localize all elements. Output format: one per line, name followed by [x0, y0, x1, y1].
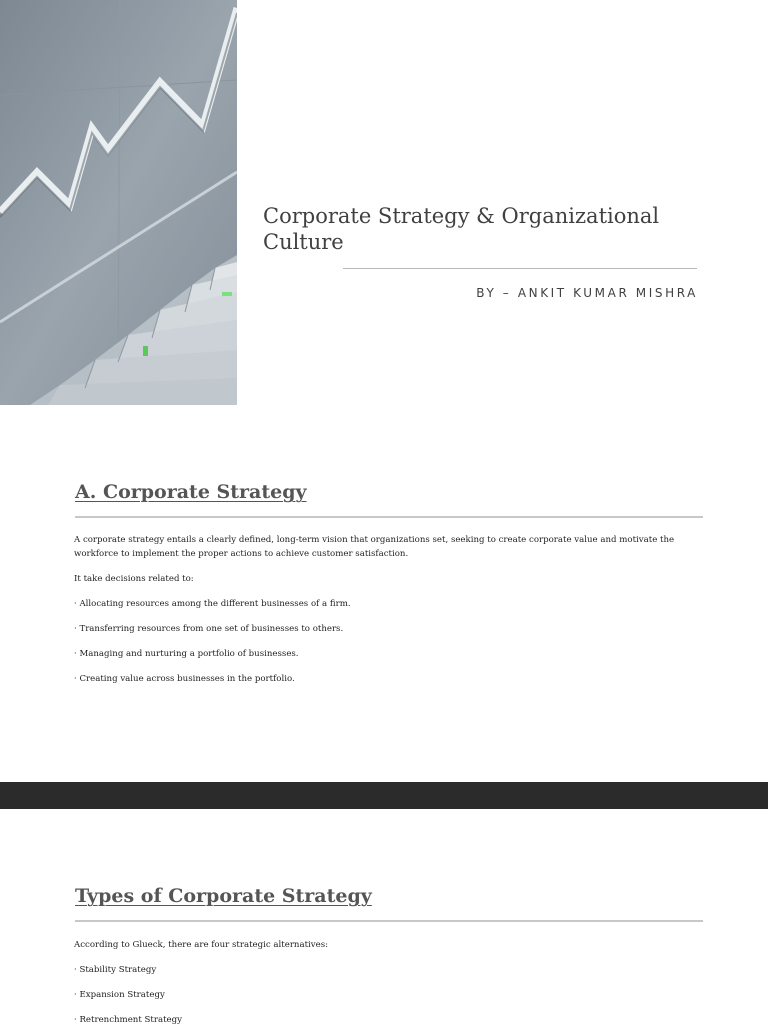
bullet-item: · Managing and nurturing a portfolio of businesses. — [74, 649, 299, 659]
lead-text: It take decisions related to: — [74, 574, 194, 584]
bullet-item: · Retrenchment Strategy — [74, 1015, 182, 1024]
stairs-growth-photo — [0, 0, 237, 405]
page-separator — [0, 782, 768, 809]
heading-divider — [75, 920, 703, 922]
types-slide — [0, 809, 768, 1024]
bullet-item: · Allocating resources among the different businesses of a firm. — [74, 599, 351, 609]
slide-heading: A. Corporate Strategy — [75, 481, 307, 503]
corporate-strategy-slide — [0, 405, 768, 782]
title-divider — [343, 268, 697, 269]
cover-slide — [0, 0, 768, 405]
heading-divider — [75, 516, 703, 518]
presentation-title: Corporate Strategy & Organizational Culture — [263, 204, 660, 254]
bullet-item: · Creating value across businesses in the portfolio. — [74, 674, 295, 684]
slide-body — [74, 938, 704, 1024]
slide-heading: Types of Corporate Strategy — [75, 885, 372, 907]
lead-text: According to Glueck, there are four strategic alternatives: — [74, 940, 329, 950]
bullet-item: · Transferring resources from one set of businesses to others. — [74, 624, 344, 634]
intro-paragraph: A corporate strategy entails a clearly defined, long-term vision that organizations set, seeking to create corporate value and motivate the workforce to implement the proper actions to achieve customer satisfaction. — [74, 535, 675, 559]
slide-body — [74, 533, 704, 697]
bullet-item: · Expansion Strategy — [74, 990, 165, 1000]
bullet-item: · Stability Strategy — [74, 965, 157, 975]
author-byline: BY – ANKIT KUMAR MISHRA — [476, 286, 698, 300]
